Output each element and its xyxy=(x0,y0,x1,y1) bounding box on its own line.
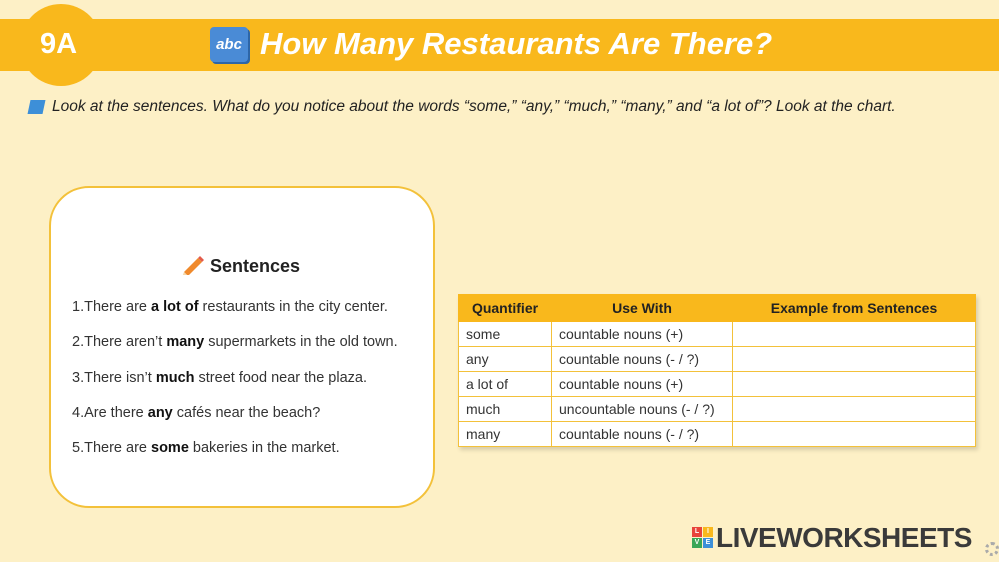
example-input-cell[interactable] xyxy=(733,397,976,422)
sentence-5: 5.There are some bakeries in the market. xyxy=(72,440,340,456)
table-row xyxy=(459,397,976,422)
sentence-2: 2.There aren’t many supermarkets in the old town. xyxy=(72,334,398,350)
table-row xyxy=(459,422,976,447)
liveworksheets-logo[interactable] xyxy=(692,522,972,554)
sentence-3: 3.There isn’t much street food near the plaza. xyxy=(72,370,367,386)
quantifier-cell: a lot of xyxy=(459,372,552,397)
table-row xyxy=(459,372,976,397)
quantifier-cell: much xyxy=(459,397,552,422)
sentence-1: 1.There are a lot of restaurants in the city center. xyxy=(72,299,388,315)
table-header-row xyxy=(459,295,976,322)
quantifier-cell: many xyxy=(459,422,552,447)
quantifier-cell: some xyxy=(459,322,552,347)
example-input-cell[interactable] xyxy=(733,372,976,397)
quantifier-cell: any xyxy=(459,347,552,372)
example-input-cell[interactable] xyxy=(733,422,976,447)
use-with-cell: countable nouns (+) xyxy=(552,372,733,397)
pencil-icon xyxy=(180,255,204,275)
table-row xyxy=(459,347,976,372)
book-icon xyxy=(28,100,46,114)
logo-blocks-icon: L I V E xyxy=(692,527,714,549)
abc-icon: abc xyxy=(210,27,248,62)
page-title: How Many Restaurants Are There? xyxy=(260,26,773,61)
example-input-cell[interactable] xyxy=(733,347,976,372)
use-with-cell: uncountable nouns (- / ?) xyxy=(552,397,733,422)
sentence-4: 4.Are there any cafés near the beach? xyxy=(72,405,321,421)
settings-gear-icon[interactable] xyxy=(985,542,999,556)
use-with-cell: countable nouns (- / ?) xyxy=(552,422,733,447)
instruction-text: Look at the sentences. What do you notice about the words “some,” “any,” “much,” “many,” and “a lot of”? Look at the chart. xyxy=(52,98,896,115)
quantifier-table xyxy=(458,294,976,447)
header-use-with: Use With xyxy=(552,295,733,322)
example-input-cell[interactable] xyxy=(733,322,976,347)
logo-text: LIVEWORKSHEETS xyxy=(716,522,972,553)
unit-label: 9A xyxy=(40,28,78,60)
header-example: Example from Sentences xyxy=(733,295,976,322)
table-row xyxy=(459,322,976,347)
header-quantifier: Quantifier xyxy=(459,295,552,322)
use-with-cell: countable nouns (- / ?) xyxy=(552,347,733,372)
sentences-title: Sentences xyxy=(210,256,301,276)
use-with-cell: countable nouns (+) xyxy=(552,322,733,347)
